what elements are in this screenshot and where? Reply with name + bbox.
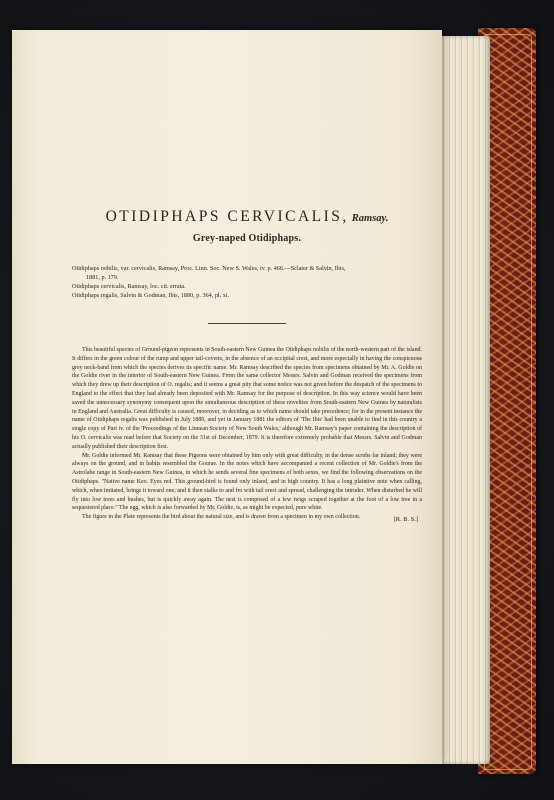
synonym-entry — [72, 291, 422, 300]
paragraph: Mr. Goldie informed Mr. Ramsay that these Pigeons were obtained by him only with great difficulty, in the dense scrubs far inland; they were always on the ground, and in habits resembled the Gourae. In the notes which have accompanied a recent collection of Mr. Goldie's from the Astrolabe range in South-eastern New Guinea, in which he sends several fine specimens of both sexes, we find the following observations on the Otidiphaps. "Native name Keo. Eyes red. This ground-bird is found only inland, and in high country. It has a long plaintive note when calling, which, when imitated, brings it toward one; and it then stalks to and fro with tail erect and spread, challenging the intruder. When disturbed he will fly into low trees and bushes, but is quickly away again. The nest is composed of a few twigs scraped together at the foot of a low tree in a sequestered place." The egg, which is also forwarded by Mr. Goldie, is, as might be expected, pure white. — [72, 452, 422, 512]
paragraph: This beautiful species of Ground-pigeon represents in South-eastern New Guinea the Otidiphaps nobilis of the north-western part of the island. It differs in the green colour of the rump and upper tail-coverts, in the absence of an occipital crest, and more especially in having the conspicuous grey neck-band from which the species derives its specific name. Mr. Ramsay described the species from specimens obtained by Mr. A. Goldie on the Goldie river in the interior of South-eastern New Guinea. From the same collector Messrs. Salvin and Godman received the specimens from which they drew up their description of O. regalis; and it seems a great pity that some notice was not given before the despatch of the specimens to England to the effect that they had already been deposited with Mr. Ramsay for the purpose of description. In this way science would have been saved the unnecessary synonymy consequent upon the simultaneous description of these novelties from South-eastern New Guinea by naturalists in England and Australia. Great difficulty is caused, moreover, in deciding as to which name should take precedence; for in the present instance the name of Otidiphaps regalis was published in July 1880, and yet in January 1881 the editors of 'The Ibis' had been unable to find in this country a single copy of Part iv. of the 'Proceedings of the Linnean Society of New South Wales,' although Mr. Ramsay's paper containing the description of his O. cervicalis was read before that Society on the 31st of December, 1879. It is therefore extremely probable that Messrs. Salvin and Godman actually published their description first. — [72, 347, 422, 450]
species-name: OTIDIPHAPS CERVICALIS, — [105, 208, 349, 225]
author-initials: [R. B. S.] — [393, 515, 418, 523]
synonym-continuation: 1881, p. 179. — [86, 274, 119, 281]
species-authority: Ramsay. — [351, 213, 389, 224]
section-divider — [208, 323, 286, 324]
synonym-text: Otidiphaps nobilis, var. cervicalis, Ramsay, Proc. Linn. Soc. New S. Wales, iv. p. 466.—Sclater & Salvin, Ibis, — [72, 265, 346, 272]
page-content — [72, 208, 422, 523]
book-page — [12, 30, 442, 764]
common-name: Grey-naped Otidiphaps. — [192, 233, 302, 244]
synonymy-list — [72, 264, 422, 300]
body-text — [72, 346, 422, 522]
synonym-entry — [72, 264, 422, 282]
synonym-text: Otidiphaps cervicalis, Ramsay, loc. cit. errata. — [72, 283, 186, 290]
binding-gilt-border — [484, 34, 532, 770]
species-title — [72, 208, 422, 226]
synonym-entry — [72, 282, 422, 291]
synonym-text: Otidiphaps regalis, Salvin & Godman, Ibis, 1880, p. 364, pl. xi. — [72, 292, 230, 299]
paragraph: The figure in the Plate represents the bird about the natural size, and is drawn from a specimen in my own collection. — [82, 514, 361, 521]
